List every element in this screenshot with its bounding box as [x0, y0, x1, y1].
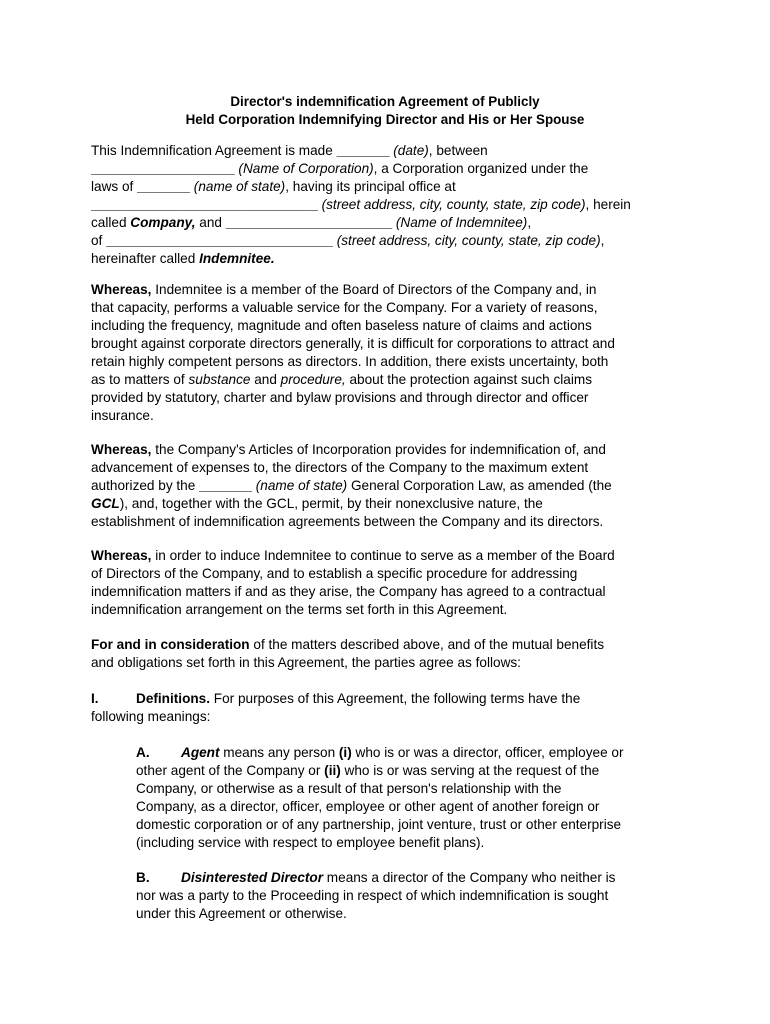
paragraph-text: means any person [219, 745, 339, 760]
paragraph-text: General Corporation Law, as amended (the [347, 478, 612, 493]
paragraph-text: ), and, together with the GCL, permit, by their nonexclusive nature, the [119, 496, 543, 511]
paragraph-text: authorized by the [91, 478, 200, 493]
company-defined-term: Company, [130, 215, 196, 230]
clause-ii: (ii) [324, 763, 341, 778]
indemnitee-address-hint: (street address, city, county, state, zip code) [332, 233, 601, 248]
company-address-blank: ______________________________ [91, 197, 318, 212]
paragraph-text: in order to induce Indemnitee to continue to serve as a member of the Board [151, 548, 615, 563]
section-heading: Definitions. [136, 691, 211, 706]
section-definitions [91, 690, 691, 726]
intro-text: laws of [91, 179, 138, 194]
whereas-paragraph-3 [91, 547, 691, 619]
whereas-paragraph-2 [91, 441, 691, 531]
paragraph-text: the Company's Articles of Incorporation provides for indemnification of, and [151, 442, 606, 457]
intro-text: of [91, 233, 107, 248]
intro-text: , [527, 215, 532, 230]
substance-term: substance [188, 372, 251, 387]
definition-agent [136, 744, 696, 852]
section-number: I. [91, 691, 99, 706]
consideration-label: For and in consideration [91, 637, 250, 652]
corporation-name-blank: ___________________ [91, 161, 235, 176]
date-hint: (date) [389, 143, 429, 158]
paragraph-line: domestic corporation or of any partnership, joint venture, trust or other enterprise [136, 817, 622, 832]
clause-i: (i) [338, 745, 352, 760]
paragraph-line: of Directors of the Company, and to establish a specific procedure for addressing [91, 566, 578, 581]
consideration-paragraph [91, 636, 691, 672]
state-hint: (name of state) [190, 179, 286, 194]
paragraph-line: indemnification matters if and as they arise, the Company has agreed to a contractual [91, 584, 606, 599]
gcl-defined-term: GCL [91, 496, 120, 511]
paragraph-line: retain highly competent persons as directors. In addition, there exists uncertainty, both [91, 354, 609, 369]
paragraph-text: who is or was a director, officer, employee or [351, 745, 624, 760]
whereas-label: Whereas, [91, 282, 152, 297]
paragraph-text: who is or was serving at the request of the [340, 763, 600, 778]
paragraph-line: nor was a party to the Proceeding in respect of which indemnification is sought [136, 888, 609, 903]
indemnitee-defined-term: Indemnitee. [199, 251, 275, 266]
intro-text: called [91, 215, 131, 230]
paragraph-text: about the protection against such claims [345, 372, 593, 387]
document-title-line-1: Director's indemnification Agreement of Publicly [230, 94, 540, 109]
indemnitee-name-hint: (Name of Indemnitee) [392, 215, 528, 230]
date-blank: _______ [336, 143, 390, 158]
intro-text: , [600, 233, 605, 248]
paragraph-line: advancement of expenses to, the directors of the Company to the maximum extent [91, 460, 589, 475]
paragraph-line: provided by statutory, charter and bylaw provisions and through director and officer [91, 390, 589, 405]
whereas-paragraph-1 [91, 281, 691, 425]
whereas-label: Whereas, [91, 442, 152, 457]
intro-text: hereinafter called [91, 251, 200, 266]
paragraph-text: Indemnitee is a member of the Board of Directors of the Company and, in [151, 282, 597, 297]
paragraph-line: brought against corporate directors generally, it is difficult for corporations to attract and [91, 336, 615, 351]
paragraph-line: and obligations set forth in this Agreement, the parties agree as follows: [91, 655, 521, 670]
definition-disinterested-director [136, 869, 696, 923]
state-hint: (name of state) [252, 478, 348, 493]
intro-text: , between [428, 143, 488, 158]
paragraph-text: means a director of the Company who neither is [323, 870, 616, 885]
intro-paragraph [91, 142, 691, 268]
paragraph-line: (including service with respect to employee benefit plans). [136, 835, 485, 850]
paragraph-line: under this Agreement or otherwise. [136, 906, 347, 921]
paragraph-line: indemnification arrangement on the terms set forth in this Agreement. [91, 602, 508, 617]
intro-text: , having its principal office at [285, 179, 456, 194]
paragraph-line: including the frequency, magnitude and often baseless nature of claims and actions [91, 318, 592, 333]
paragraph-line: Company, as a director, officer, employee or other agent of another foreign or [136, 799, 600, 814]
disinterested-director-term: Disinterested Director [181, 870, 324, 885]
paragraph-text: as to matters of [91, 372, 189, 387]
paragraph-text: other agent of the Company or [136, 763, 325, 778]
agent-term: Agent [181, 745, 220, 760]
paragraph-text: of the matters described above, and of the mutual benefits [249, 637, 605, 652]
intro-text: This Indemnification Agreement is made [91, 143, 337, 158]
definition-letter: B. [136, 870, 150, 885]
company-address-hint: (street address, city, county, state, zip code) [317, 197, 586, 212]
document-title-line-2: Held Corporation Indemnifying Director and His or Her Spouse [185, 112, 585, 127]
state-blank: _______ [199, 478, 252, 493]
definition-letter: A. [136, 745, 150, 760]
whereas-label: Whereas, [91, 548, 152, 563]
paragraph-line: following meanings: [91, 709, 211, 724]
paragraph-line: establishment of indemnification agreements between the Company and its directors. [91, 514, 604, 529]
paragraph-text: For purposes of this Agreement, the following terms have the [210, 691, 581, 706]
paragraph-line: Company, or otherwise as a result of that person's relationship with the [136, 781, 562, 796]
corporation-name-hint: (Name of Corporation) [234, 161, 374, 176]
indemnitee-address-blank: ______________________________ [106, 233, 333, 248]
intro-text: and [195, 215, 226, 230]
intro-text: , a Corporation organized under the [373, 161, 589, 176]
paragraph-line: insurance. [91, 408, 154, 423]
indemnitee-name-blank: ______________________ [225, 215, 393, 230]
state-blank: _______ [137, 179, 191, 194]
paragraph-line: that capacity, performs a valuable service for the Company. For a variety of reasons, [91, 300, 598, 315]
procedure-term: procedure, [280, 372, 346, 387]
paragraph-text: and [250, 372, 281, 387]
intro-text: , herein [585, 197, 631, 212]
